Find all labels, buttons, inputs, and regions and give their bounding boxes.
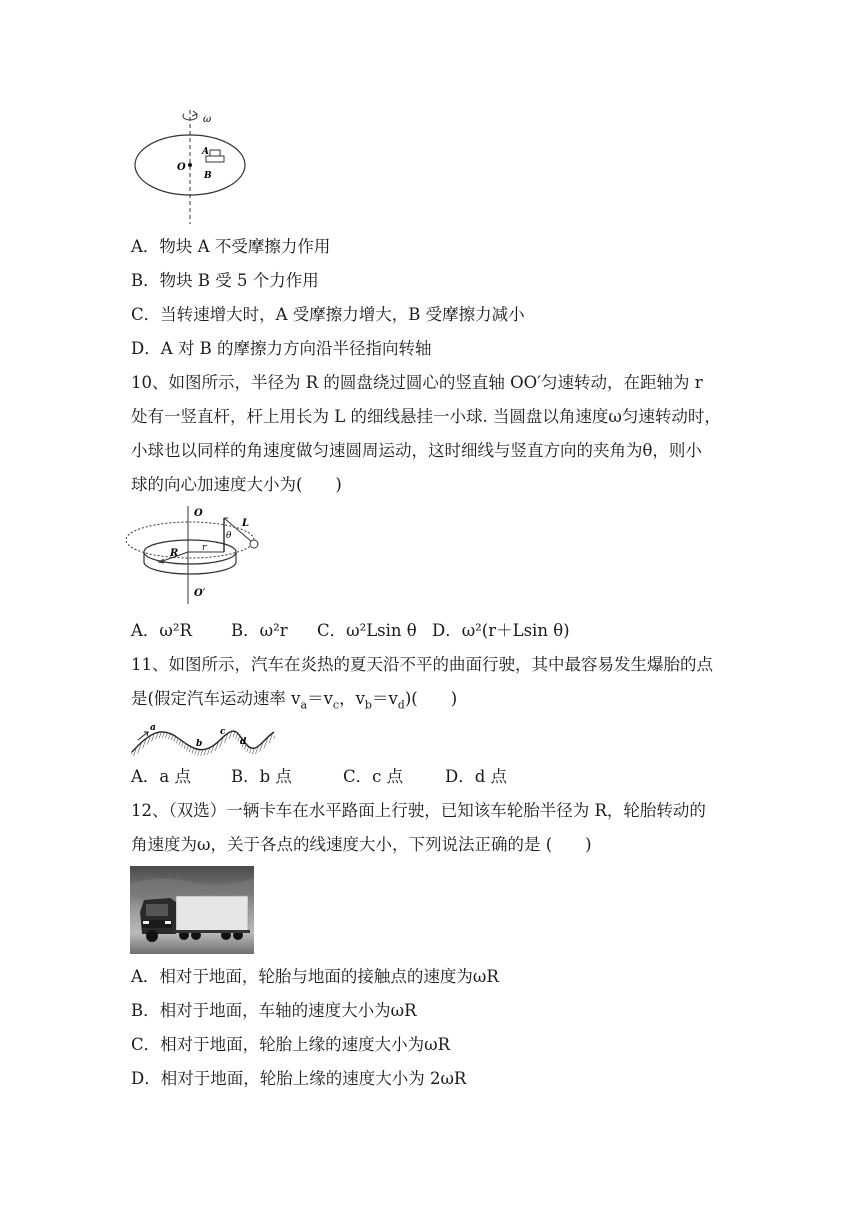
- q11-option-d: D．d 点: [445, 767, 508, 786]
- q10-option-d: D．ω²(r＋Lsin θ): [432, 621, 570, 640]
- q12-option-c: C．相对于地面，轮胎上缘的速度大小为ωR: [131, 1035, 451, 1054]
- q10-line-4: 球的向心加速度大小为( ): [131, 475, 342, 494]
- disc-pendulum-figure: [124, 504, 274, 608]
- q10-option-a: A．ω²R: [131, 621, 192, 640]
- q11-option-a: A．a 点: [131, 767, 191, 786]
- q11-option-b: B．b 点: [231, 767, 292, 786]
- block-a-label: A: [202, 147, 209, 157]
- q10-option-c: C．ω²Lsin θ: [317, 621, 417, 640]
- q10-options: [131, 620, 570, 642]
- q10-line-3: 小球也以同样的角速度做匀速圆周运动，这时细线与竖直方向的夹角为θ，则小: [131, 441, 702, 460]
- q9-option-b: B．物块 B 受 5 个力作用: [131, 271, 319, 290]
- q11-options: [131, 766, 507, 788]
- q11-line-1: 11、如图所示，汽车在炎热的夏天沿不平的曲面行驶，其中最容易发生爆胎的点: [131, 655, 713, 674]
- point-b-label: b: [196, 739, 203, 749]
- point-d-label: d: [240, 737, 247, 747]
- q12-line-2: 角速度为ω，关于各点的线速度大小，下列说法正确的是 ( ): [131, 835, 592, 854]
- q11-option-c: C．c 点: [343, 767, 404, 786]
- q12-option-a: A．相对于地面，轮胎与地面的接触点的速度为ωR: [131, 967, 499, 986]
- omega-label: ω: [203, 114, 212, 125]
- q9-option-d: D．A 对 B 的摩擦力方向沿半径指向转轴: [131, 339, 432, 358]
- q9-option-a: A．物块 A 不受摩擦力作用: [131, 237, 331, 256]
- rotating-disc-figure: [130, 108, 260, 226]
- wavy-road-figure: [130, 718, 276, 756]
- q11-line-2: 是(假定汽车运动速率 $v_a=v_c$，$v_b=v_d$)( ): [131, 689, 458, 712]
- truck-photo: [130, 866, 254, 954]
- block-b-label: B: [204, 171, 212, 181]
- q12-option-d: D．相对于地面，轮胎上缘的速度大小为 2ωR: [131, 1069, 467, 1088]
- q10-option-b: B．ω²r: [231, 621, 288, 640]
- axis-o-label: O: [194, 508, 203, 519]
- point-c-label: c: [220, 727, 226, 737]
- q10-line-1: 10、如图所示，半径为 R 的圆盘绕过圆心的竖直轴 OO′匀速转动，在距轴为 r: [131, 373, 703, 392]
- q9-option-c: C．当转速增大时，A 受摩擦力增大，B 受摩擦力减小: [131, 305, 525, 324]
- q12-line-1: 12、（双选）一辆卡车在水平路面上行驶，已知该车轮胎半径为 R，轮胎转动的: [131, 801, 706, 820]
- q12-option-b: B．相对于地面，车轴的速度大小为ωR: [131, 1001, 417, 1020]
- theta-label: θ: [226, 531, 232, 541]
- point-a-label: a: [150, 723, 156, 733]
- radius-r-big-label: R: [170, 548, 179, 559]
- center-o-label: O: [177, 162, 186, 173]
- length-l-label: L: [242, 518, 250, 529]
- radius-r-small-label: r: [202, 543, 207, 553]
- axis-o-prime-label: O′: [194, 588, 206, 599]
- q10-line-2: 处有一竖直杆，杆上用长为 L 的细线悬挂一小球. 当圆盘以角速度ω匀速转动时，: [131, 407, 721, 426]
